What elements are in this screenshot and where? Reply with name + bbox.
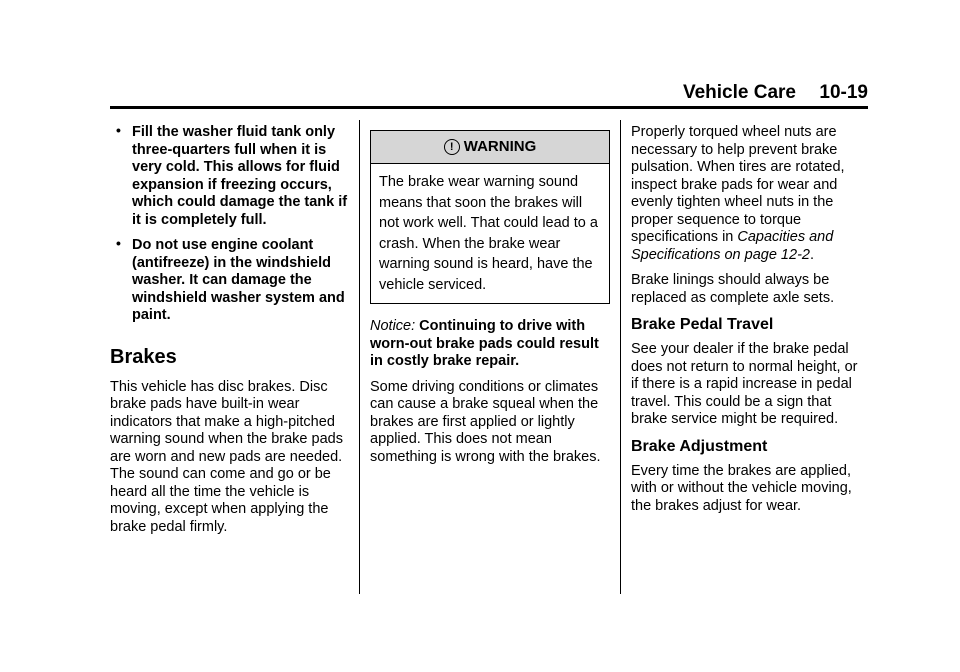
- warning-text: The brake wear warning sound means that soon the brakes will not work well. That could lead to a crash. When the brake wear warning sound is heard, have the vehicle serviced.: [379, 174, 598, 293]
- warning-icon: !: [444, 139, 460, 155]
- wheel-nuts-text: Properly torqued wheel nuts are necessary to help prevent brake pulsation. When tires are rotated, inspect brake pads for wear and evenly tighten wheel nuts in the proper sequence to torque specifications in: [631, 124, 845, 245]
- page-number: 10-19: [819, 82, 868, 103]
- brakes-heading: Brakes: [110, 345, 177, 368]
- column-right: [631, 124, 867, 523]
- bullet-icon: •: [116, 122, 121, 138]
- period: .: [809, 246, 814, 263]
- bullet-icon: •: [116, 235, 121, 251]
- column-divider: [620, 120, 621, 594]
- bullet-text: Do not use engine coolant (antifreeze) in the windshield washer. It can damage the windshield washer system and paint.: [132, 237, 345, 323]
- page-header: [110, 80, 868, 109]
- section-title: Vehicle Care: [682, 82, 796, 103]
- column-middle: [370, 124, 610, 474]
- bullet-item: [110, 124, 354, 229]
- column-left: [110, 124, 354, 544]
- pedal-travel-paragraph: See your dealer if the brake pedal does not return to normal height, or if there is a rapid increase in pedal travel. This could be a sign that brake service might be required.: [631, 341, 858, 427]
- warning-box: [370, 130, 610, 304]
- brake-adjustment-paragraph: Every time the brakes are applied, with or without the vehicle moving, the brakes adjust for wear.: [631, 462, 852, 514]
- warning-title: WARNING: [463, 138, 537, 156]
- warning-header: [371, 131, 609, 164]
- notice-label: Notice:: [370, 318, 416, 334]
- pedal-travel-heading: Brake Pedal Travel: [631, 316, 774, 333]
- bullet-item: [110, 237, 354, 325]
- notice-paragraph: [370, 318, 610, 371]
- linings-paragraph: Brake linings should always be replaced as complete axle sets.: [631, 272, 835, 306]
- wheel-nuts-paragraph: [631, 124, 867, 264]
- column-divider: [359, 120, 360, 594]
- bullet-text: Fill the washer fluid tank only three-quarters full when it is very cold. This allows for fluid expansion if freezing occurs, which could damage the tank if it is completely full.: [132, 124, 348, 228]
- capacities-link[interactable]: Capacities and Specifications on page 12-2: [631, 229, 834, 263]
- brakes-paragraph: This vehicle has disc brakes. Disc brake pads have built-in wear indicators that make a high-pitched warning sound when the brake pads are worn and new pads are needed. The sound can come and go or be heard all the time the vehicle is moving, except when applying the brake pedal firmly.: [110, 378, 343, 535]
- notice-text: Continuing to drive with worn-out brake pads could result in costly brake repair.: [370, 318, 599, 369]
- squeal-paragraph: Some driving conditions or climates can cause a brake squeal when the brakes are first applied or lightly applied. This does not mean something is wrong with the brakes.: [370, 378, 601, 465]
- brake-adjustment-heading: Brake Adjustment: [631, 437, 768, 455]
